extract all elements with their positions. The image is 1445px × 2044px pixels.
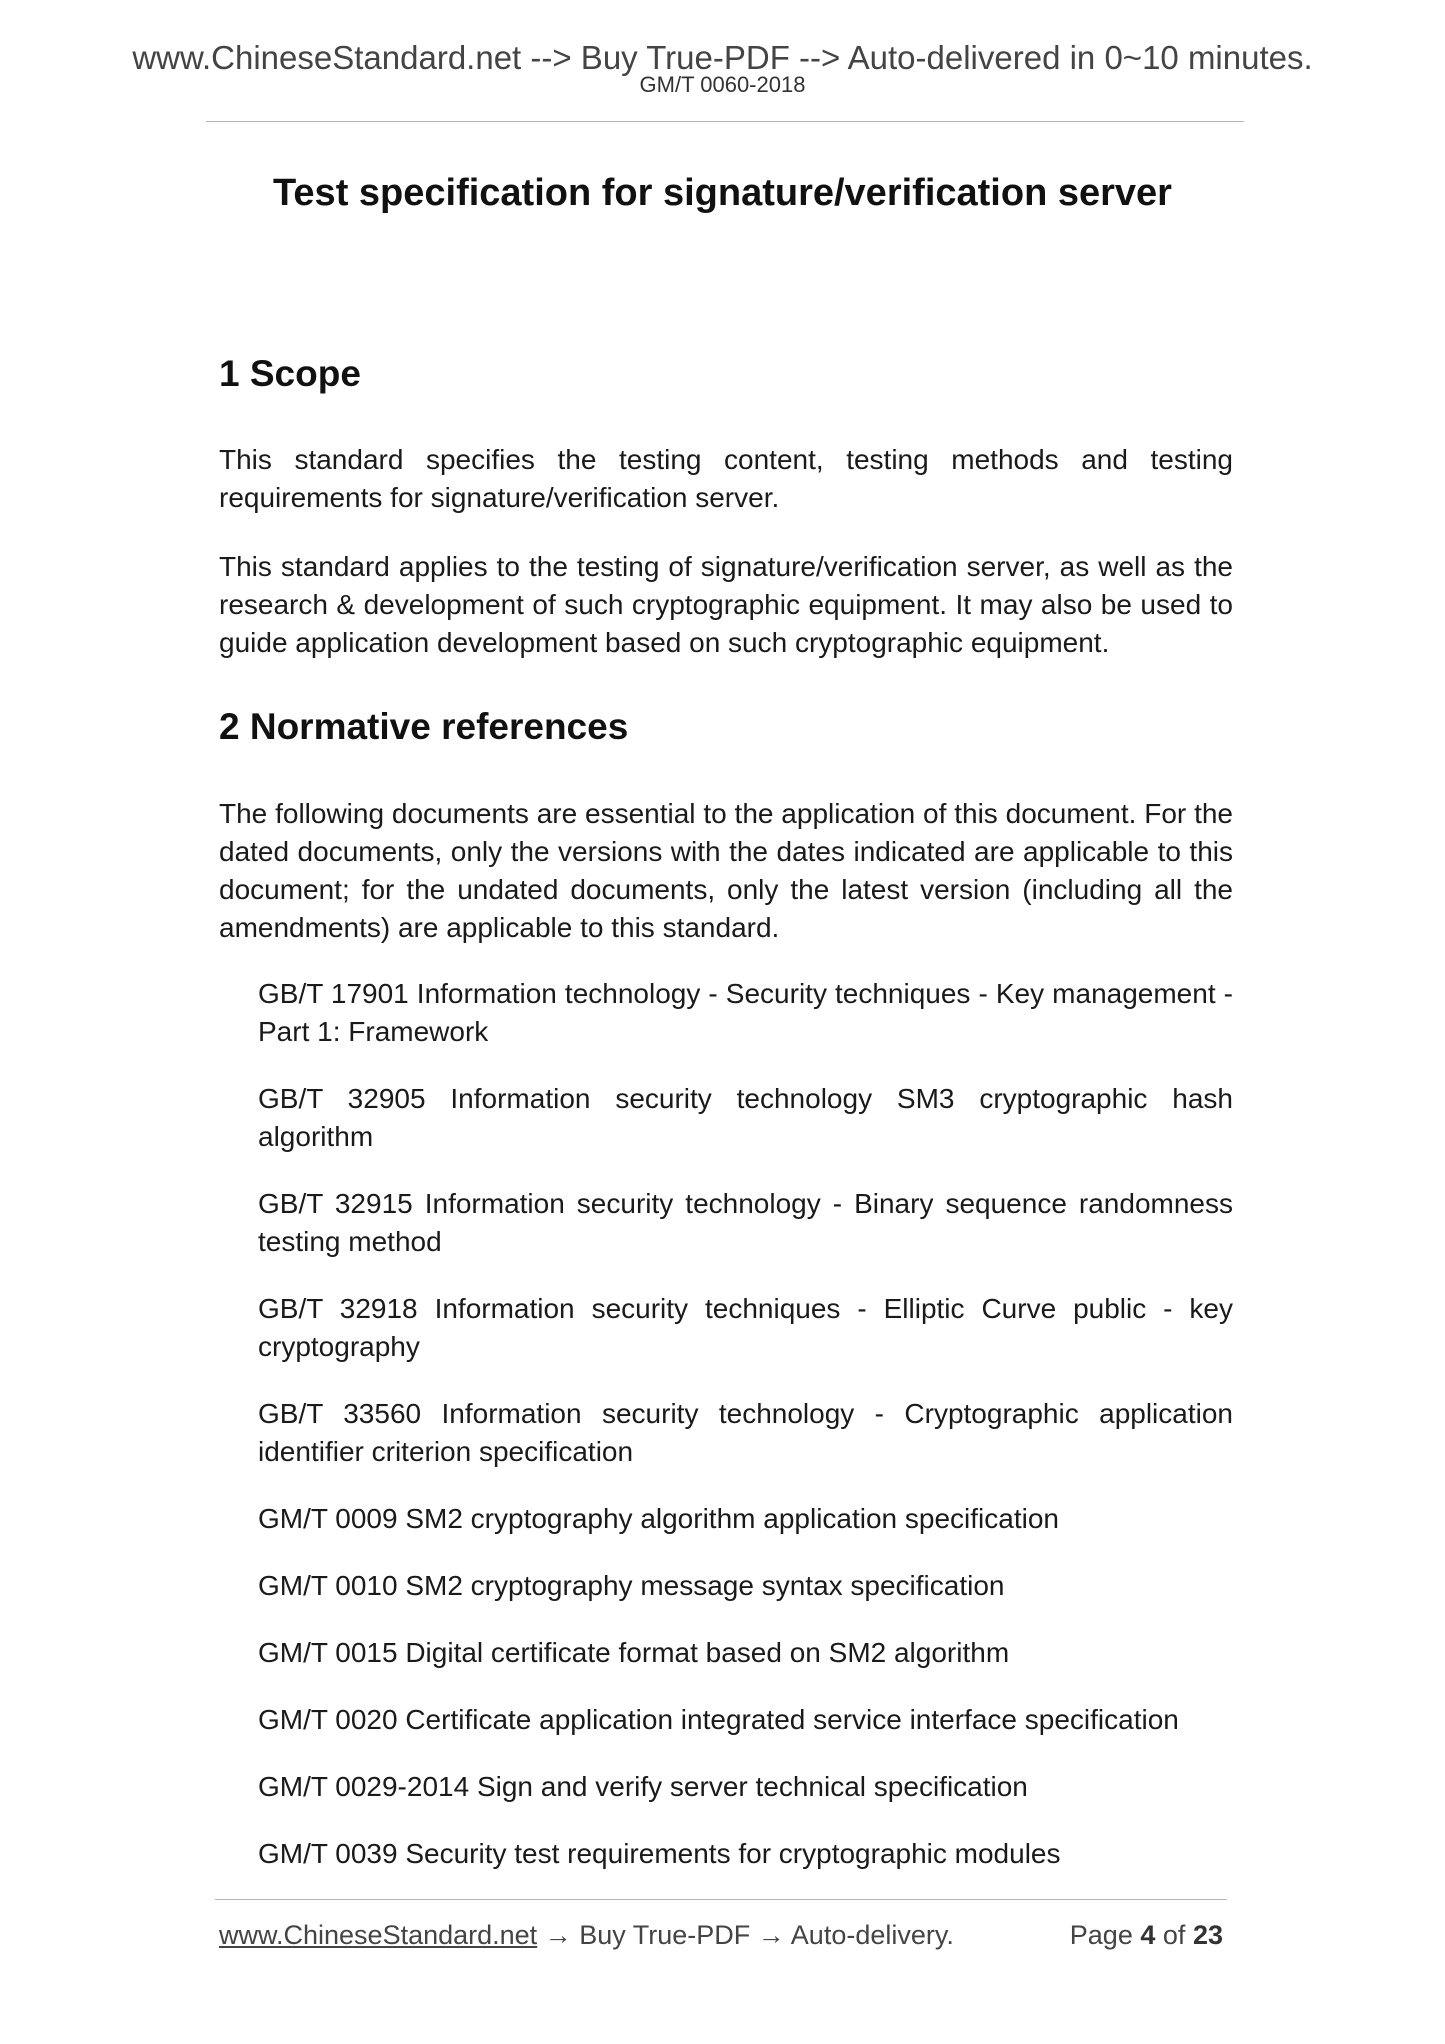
page-footer xyxy=(219,1917,1223,1953)
arrow-right-icon: → xyxy=(544,1920,572,1950)
reference-item: GM/T 0009 SM2 cryptography algorithm application specification xyxy=(258,1503,1059,1534)
reference-item: GM/T 0039 Security test requirements for cryptographic modules xyxy=(258,1838,1061,1869)
reference-item: GB/T 17901 Information technology - Security techniques - Key management - Part 1: Framework xyxy=(258,978,1233,1047)
header-divider xyxy=(206,121,1244,122)
document-title: Test specification for signature/verification server xyxy=(273,172,1172,214)
footer-divider xyxy=(215,1899,1227,1900)
document-code: GM/T 0060-2018 xyxy=(639,72,806,97)
reference-list xyxy=(258,975,1233,1902)
arrow-right-icon: → xyxy=(757,1920,785,1950)
total-page-count: 23 xyxy=(1192,1920,1223,1950)
footer-site-link[interactable]: www.ChineseStandard.net xyxy=(219,1920,538,1950)
normative-intro-paragraph: The following documents are essential to the application of this document. For the dated documents, only the versions with the dates indicated are applicable to this document; for the undated documents, only the latest version (including all the amendments) are applicable to this standard. xyxy=(219,798,1233,943)
reference-item: GM/T 0015 Digital certificate format based on SM2 algorithm xyxy=(258,1637,1010,1668)
footer-delivery-text: Auto-delivery. xyxy=(790,1920,954,1950)
section-heading-normative-references: 2 Normative references xyxy=(219,706,629,747)
reference-item: GM/T 0029-2014 Sign and verify server technical specification xyxy=(258,1771,1028,1802)
section-heading-scope: 1 Scope xyxy=(219,353,361,394)
scope-paragraph-1: This standard specifies the testing content, testing methods and testing requirements for signature/verification server. xyxy=(219,444,1233,513)
reference-item: GB/T 32915 Information security technology - Binary sequence randomness testing method xyxy=(258,1188,1233,1257)
page-number xyxy=(1070,1917,1223,1953)
reference-item: GM/T 0020 Certificate application integrated service interface specification xyxy=(258,1704,1179,1735)
page-label: Page xyxy=(1069,1920,1133,1950)
reference-item: GB/T 32905 Information security technology SM3 cryptographic hash algorithm xyxy=(258,1083,1233,1152)
reference-item: GM/T 0010 SM2 cryptography message syntax specification xyxy=(258,1570,1005,1601)
scope-paragraph-2: This standard applies to the testing of signature/verification server, as well as the research & development of such cryptographic equipment. It may also be used to guide application development based on such cryptographic equipment. xyxy=(219,551,1233,658)
top-banner: www.ChineseStandard.net --> Buy True-PDF --> Auto-delivered in 0~10 minutes. xyxy=(132,39,1313,76)
reference-item: GB/T 33560 Information security technology - Cryptographic application identifier criterion specification xyxy=(258,1398,1233,1467)
current-page-number: 4 xyxy=(1140,1920,1156,1950)
page-of-label: of xyxy=(1162,1920,1186,1950)
footer-buy-text: Buy True-PDF xyxy=(579,1920,751,1950)
reference-item: GB/T 32918 Information security techniques - Elliptic Curve public - key cryptography xyxy=(258,1293,1233,1362)
footer-promo xyxy=(219,1917,954,1953)
